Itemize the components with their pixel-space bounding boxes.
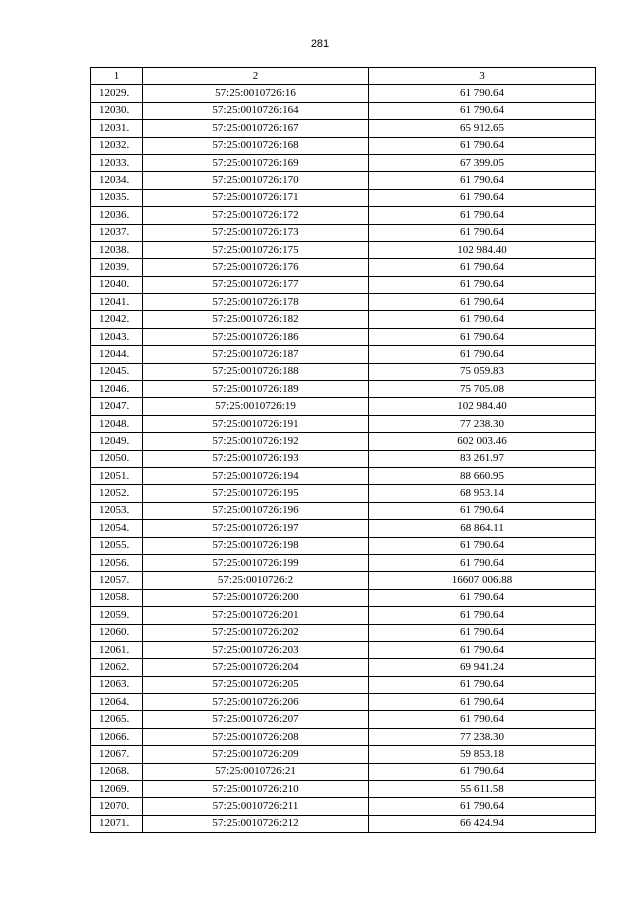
table-row bbox=[91, 224, 596, 241]
cadastral-number-cell: 57:25:0010726:21 bbox=[143, 763, 369, 780]
cadastral-number-cell: 57:25:0010726:192 bbox=[143, 433, 369, 450]
value-cell: 88 660.95 bbox=[369, 467, 596, 484]
cadastral-number-cell: 57:25:0010726:176 bbox=[143, 259, 369, 276]
table-row bbox=[91, 728, 596, 745]
table-row bbox=[91, 502, 596, 519]
cadastral-number-cell: 57:25:0010726:208 bbox=[143, 728, 369, 745]
cadastral-number-cell: 57:25:0010726:193 bbox=[143, 450, 369, 467]
cadastral-number-cell: 57:25:0010726:2 bbox=[143, 572, 369, 589]
table-row bbox=[91, 154, 596, 171]
cadastral-number-cell: 57:25:0010726:170 bbox=[143, 172, 369, 189]
cadastral-number-cell: 57:25:0010726:191 bbox=[143, 415, 369, 432]
value-cell: 55 611.58 bbox=[369, 781, 596, 798]
value-cell: 61 790.64 bbox=[369, 711, 596, 728]
cadastral-number-cell: 57:25:0010726:206 bbox=[143, 694, 369, 711]
row-number-cell: 12048. bbox=[91, 415, 143, 432]
row-number-cell: 12041. bbox=[91, 294, 143, 311]
column-header-1: 1 bbox=[91, 68, 143, 85]
row-number-cell: 12049. bbox=[91, 433, 143, 450]
cadastral-number-cell: 57:25:0010726:201 bbox=[143, 607, 369, 624]
row-number-cell: 12054. bbox=[91, 520, 143, 537]
table-row bbox=[91, 520, 596, 537]
table-row bbox=[91, 346, 596, 363]
row-number-cell: 12046. bbox=[91, 381, 143, 398]
table-row bbox=[91, 641, 596, 658]
cadastral-number-cell: 57:25:0010726:205 bbox=[143, 676, 369, 693]
row-number-cell: 12031. bbox=[91, 120, 143, 137]
cadastral-number-cell: 57:25:0010726:188 bbox=[143, 363, 369, 380]
cadastral-number-cell: 57:25:0010726:194 bbox=[143, 467, 369, 484]
table-row bbox=[91, 398, 596, 415]
row-number-cell: 12036. bbox=[91, 207, 143, 224]
row-number-cell: 12030. bbox=[91, 102, 143, 119]
cadastral-number-cell: 57:25:0010726:168 bbox=[143, 137, 369, 154]
row-number-cell: 12051. bbox=[91, 467, 143, 484]
table-row bbox=[91, 207, 596, 224]
table-row bbox=[91, 433, 596, 450]
table-row bbox=[91, 189, 596, 206]
row-number-cell: 12044. bbox=[91, 346, 143, 363]
cadastral-number-cell: 57:25:0010726:212 bbox=[143, 815, 369, 832]
value-cell: 68 864.11 bbox=[369, 520, 596, 537]
cadastral-number-cell: 57:25:0010726:199 bbox=[143, 554, 369, 571]
row-number-cell: 12037. bbox=[91, 224, 143, 241]
row-number-cell: 12029. bbox=[91, 85, 143, 102]
value-cell: 602 003.46 bbox=[369, 433, 596, 450]
value-cell: 61 790.64 bbox=[369, 102, 596, 119]
value-cell: 59 853.18 bbox=[369, 746, 596, 763]
value-cell: 69 941.24 bbox=[369, 659, 596, 676]
column-header-3: 3 bbox=[369, 68, 596, 85]
table-row bbox=[91, 172, 596, 189]
row-number-cell: 12052. bbox=[91, 485, 143, 502]
value-cell: 61 790.64 bbox=[369, 311, 596, 328]
row-number-cell: 12066. bbox=[91, 728, 143, 745]
table-row bbox=[91, 467, 596, 484]
value-cell: 102 984.40 bbox=[369, 398, 596, 415]
cadastral-number-cell: 57:25:0010726:204 bbox=[143, 659, 369, 676]
value-cell: 61 790.64 bbox=[369, 676, 596, 693]
cadastral-number-cell: 57:25:0010726:197 bbox=[143, 520, 369, 537]
cadastral-number-cell: 57:25:0010726:164 bbox=[143, 102, 369, 119]
cadastral-number-cell: 57:25:0010726:173 bbox=[143, 224, 369, 241]
cadastral-number-cell: 57:25:0010726:209 bbox=[143, 746, 369, 763]
table-row bbox=[91, 763, 596, 780]
row-number-cell: 12070. bbox=[91, 798, 143, 815]
table-row bbox=[91, 572, 596, 589]
row-number-cell: 12050. bbox=[91, 450, 143, 467]
row-number-cell: 12067. bbox=[91, 746, 143, 763]
table-row bbox=[91, 676, 596, 693]
cadastral-number-cell: 57:25:0010726:207 bbox=[143, 711, 369, 728]
row-number-cell: 12053. bbox=[91, 502, 143, 519]
value-cell: 61 790.64 bbox=[369, 172, 596, 189]
table-row bbox=[91, 311, 596, 328]
row-number-cell: 12038. bbox=[91, 241, 143, 258]
table-row bbox=[91, 241, 596, 258]
value-cell: 61 790.64 bbox=[369, 763, 596, 780]
cadastral-number-cell: 57:25:0010726:178 bbox=[143, 294, 369, 311]
row-number-cell: 12042. bbox=[91, 311, 143, 328]
cadastral-number-cell: 57:25:0010726:189 bbox=[143, 381, 369, 398]
value-cell: 65 912.65 bbox=[369, 120, 596, 137]
row-number-cell: 12035. bbox=[91, 189, 143, 206]
value-cell: 75 059.83 bbox=[369, 363, 596, 380]
value-cell: 61 790.64 bbox=[369, 694, 596, 711]
cadastral-number-cell: 57:25:0010726:167 bbox=[143, 120, 369, 137]
table-row bbox=[91, 746, 596, 763]
value-cell: 61 790.64 bbox=[369, 294, 596, 311]
header-row bbox=[91, 68, 596, 85]
value-cell: 61 790.64 bbox=[369, 328, 596, 345]
row-number-cell: 12060. bbox=[91, 624, 143, 641]
value-cell: 102 984.40 bbox=[369, 241, 596, 258]
table-row bbox=[91, 554, 596, 571]
cadastral-number-cell: 57:25:0010726:19 bbox=[143, 398, 369, 415]
row-number-cell: 12055. bbox=[91, 537, 143, 554]
table-row bbox=[91, 415, 596, 432]
row-number-cell: 12047. bbox=[91, 398, 143, 415]
cadastral-table bbox=[90, 67, 596, 833]
table-row bbox=[91, 294, 596, 311]
value-cell: 16607 006.88 bbox=[369, 572, 596, 589]
row-number-cell: 12034. bbox=[91, 172, 143, 189]
row-number-cell: 12033. bbox=[91, 154, 143, 171]
cadastral-number-cell: 57:25:0010726:210 bbox=[143, 781, 369, 798]
value-cell: 61 790.64 bbox=[369, 276, 596, 293]
value-cell: 83 261.97 bbox=[369, 450, 596, 467]
table-row bbox=[91, 102, 596, 119]
cadastral-number-cell: 57:25:0010726:187 bbox=[143, 346, 369, 363]
cadastral-number-cell: 57:25:0010726:203 bbox=[143, 641, 369, 658]
table-row bbox=[91, 798, 596, 815]
cadastral-number-cell: 57:25:0010726:177 bbox=[143, 276, 369, 293]
row-number-cell: 12064. bbox=[91, 694, 143, 711]
value-cell: 61 790.64 bbox=[369, 137, 596, 154]
value-cell: 61 790.64 bbox=[369, 537, 596, 554]
table-row bbox=[91, 537, 596, 554]
table-row bbox=[91, 259, 596, 276]
cadastral-number-cell: 57:25:0010726:175 bbox=[143, 241, 369, 258]
row-number-cell: 12057. bbox=[91, 572, 143, 589]
table-row bbox=[91, 694, 596, 711]
cadastral-number-cell: 57:25:0010726:195 bbox=[143, 485, 369, 502]
value-cell: 61 790.64 bbox=[369, 589, 596, 606]
cadastral-number-cell: 57:25:0010726:182 bbox=[143, 311, 369, 328]
value-cell: 61 790.64 bbox=[369, 224, 596, 241]
cadastral-number-cell: 57:25:0010726:186 bbox=[143, 328, 369, 345]
table-row bbox=[91, 781, 596, 798]
value-cell: 61 790.64 bbox=[369, 346, 596, 363]
row-number-cell: 12045. bbox=[91, 363, 143, 380]
row-number-cell: 12032. bbox=[91, 137, 143, 154]
cadastral-number-cell: 57:25:0010726:16 bbox=[143, 85, 369, 102]
value-cell: 61 790.64 bbox=[369, 189, 596, 206]
cadastral-number-cell: 57:25:0010726:169 bbox=[143, 154, 369, 171]
value-cell: 68 953.14 bbox=[369, 485, 596, 502]
value-cell: 61 790.64 bbox=[369, 607, 596, 624]
cadastral-number-cell: 57:25:0010726:211 bbox=[143, 798, 369, 815]
value-cell: 61 790.64 bbox=[369, 502, 596, 519]
value-cell: 61 790.64 bbox=[369, 554, 596, 571]
table-row bbox=[91, 120, 596, 137]
column-header-2: 2 bbox=[143, 68, 369, 85]
table-row bbox=[91, 607, 596, 624]
value-cell: 75 705.08 bbox=[369, 381, 596, 398]
row-number-cell: 12071. bbox=[91, 815, 143, 832]
value-cell: 77 238.30 bbox=[369, 728, 596, 745]
cadastral-number-cell: 57:25:0010726:202 bbox=[143, 624, 369, 641]
table-row bbox=[91, 137, 596, 154]
table-row bbox=[91, 589, 596, 606]
cadastral-number-cell: 57:25:0010726:171 bbox=[143, 189, 369, 206]
table-row bbox=[91, 485, 596, 502]
table-row bbox=[91, 711, 596, 728]
value-cell: 61 790.64 bbox=[369, 624, 596, 641]
table-row bbox=[91, 85, 596, 102]
value-cell: 67 399.05 bbox=[369, 154, 596, 171]
page-number: 281 bbox=[310, 38, 330, 50]
value-cell: 66 424.94 bbox=[369, 815, 596, 832]
value-cell: 61 790.64 bbox=[369, 798, 596, 815]
value-cell: 61 790.64 bbox=[369, 85, 596, 102]
row-number-cell: 12061. bbox=[91, 641, 143, 658]
row-number-cell: 12056. bbox=[91, 554, 143, 571]
table-row bbox=[91, 659, 596, 676]
value-cell: 61 790.64 bbox=[369, 641, 596, 658]
cadastral-number-cell: 57:25:0010726:196 bbox=[143, 502, 369, 519]
row-number-cell: 12063. bbox=[91, 676, 143, 693]
cadastral-number-cell: 57:25:0010726:200 bbox=[143, 589, 369, 606]
row-number-cell: 12069. bbox=[91, 781, 143, 798]
row-number-cell: 12058. bbox=[91, 589, 143, 606]
row-number-cell: 12039. bbox=[91, 259, 143, 276]
row-number-cell: 12043. bbox=[91, 328, 143, 345]
row-number-cell: 12068. bbox=[91, 763, 143, 780]
table-header bbox=[91, 68, 596, 85]
table-row bbox=[91, 624, 596, 641]
table-body bbox=[91, 85, 596, 833]
table-row bbox=[91, 450, 596, 467]
table-row bbox=[91, 363, 596, 380]
table-row bbox=[91, 276, 596, 293]
value-cell: 61 790.64 bbox=[369, 207, 596, 224]
row-number-cell: 12040. bbox=[91, 276, 143, 293]
table-row bbox=[91, 381, 596, 398]
cadastral-number-cell: 57:25:0010726:172 bbox=[143, 207, 369, 224]
row-number-cell: 12059. bbox=[91, 607, 143, 624]
table-row bbox=[91, 328, 596, 345]
cadastral-number-cell: 57:25:0010726:198 bbox=[143, 537, 369, 554]
value-cell: 61 790.64 bbox=[369, 259, 596, 276]
table-row bbox=[91, 815, 596, 832]
row-number-cell: 12065. bbox=[91, 711, 143, 728]
value-cell: 77 238.30 bbox=[369, 415, 596, 432]
row-number-cell: 12062. bbox=[91, 659, 143, 676]
